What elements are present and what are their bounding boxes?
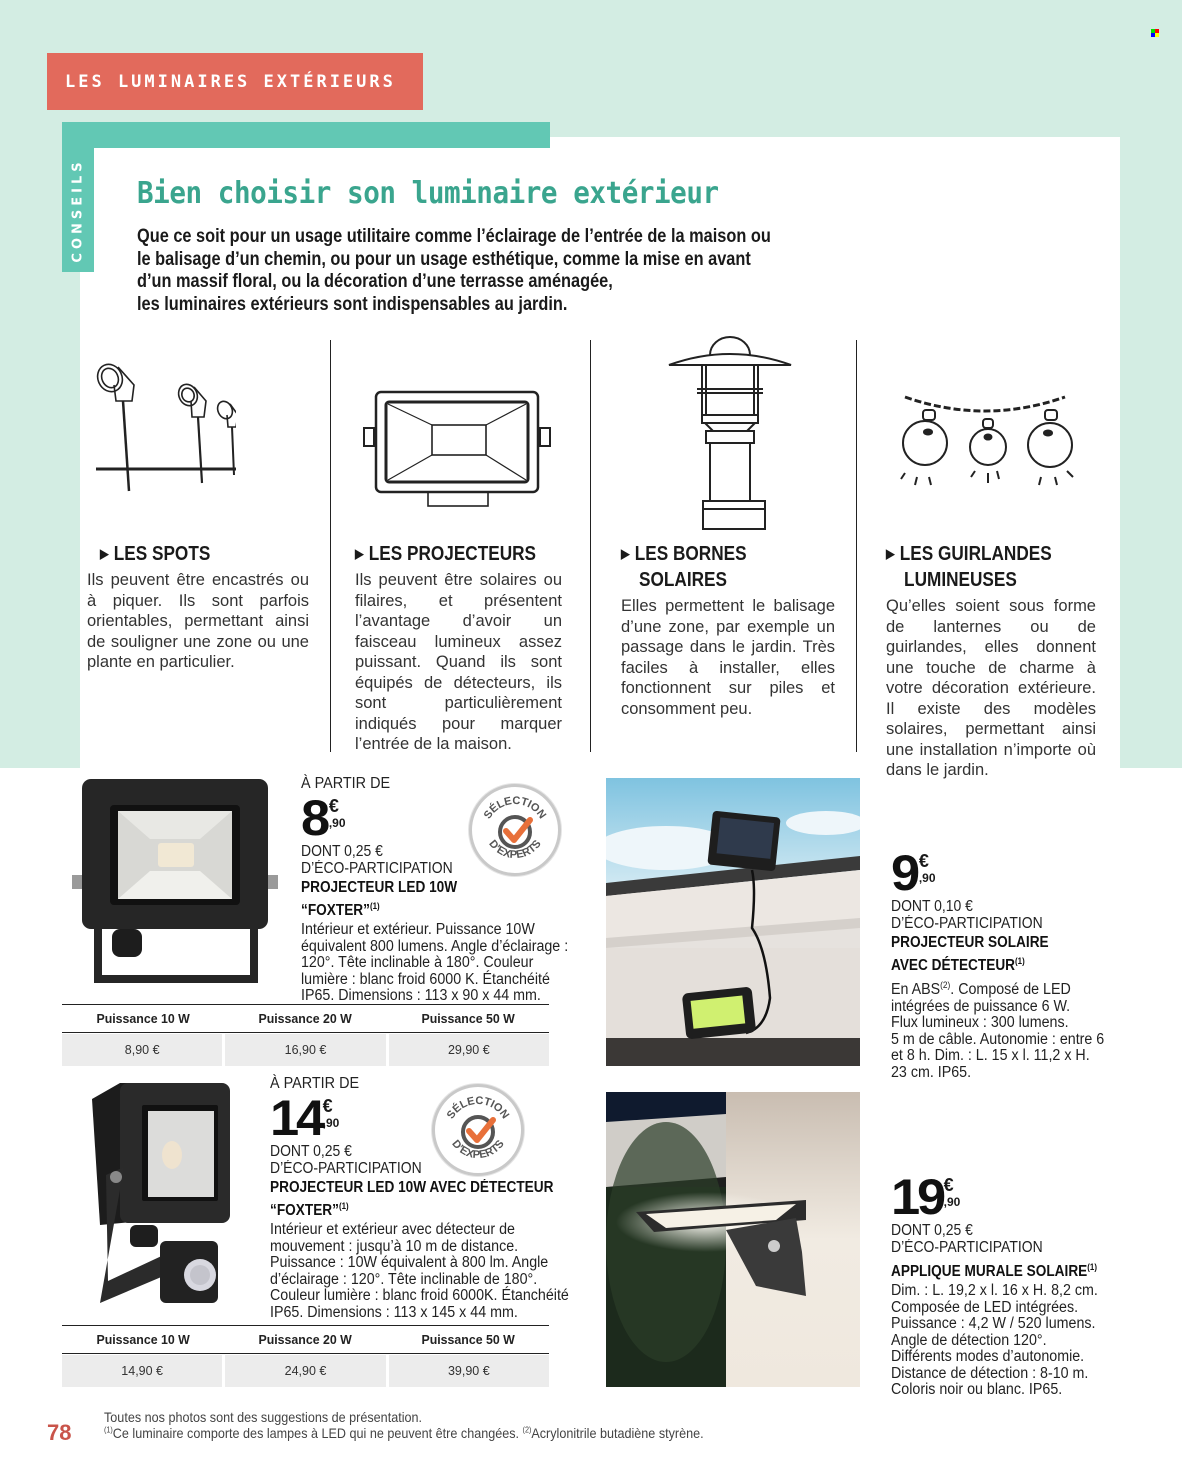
desc-line: IP65. Dimensions : 113 x 90 x 44 mm. — [301, 987, 541, 1005]
price-table-product-2 — [62, 1326, 549, 1387]
bollard-lamp-illustration — [665, 333, 795, 533]
product-photo-solar-wall-light — [606, 1092, 860, 1387]
checkmark-icon — [506, 820, 530, 840]
article-title: Bien choisir son luminaire extérieur — [137, 176, 719, 211]
price-table-row — [62, 1034, 549, 1066]
desc-line: Couleur lumière : blanc froid 6000K. Étanchéité — [270, 1287, 569, 1305]
product-photo-floodlight-foxter — [60, 775, 290, 1000]
price-integer: 19 — [891, 1169, 944, 1225]
expert-selection-badge — [432, 1084, 524, 1176]
desc-line: IP65. Dimensions : 113 x 145 x 44 mm. — [270, 1303, 518, 1321]
price-currency: € — [328, 796, 339, 816]
eco-participation: DONT 0,25 € — [301, 843, 383, 860]
desc-line: Intérieur et extérieur. Puissance 10W — [301, 921, 535, 939]
table-price-cell: 14,90 € — [62, 1355, 222, 1387]
table-price-cell: 16,90 € — [225, 1034, 385, 1066]
price-cents: ,90 — [943, 1195, 961, 1209]
price-integer: 8 — [301, 790, 328, 846]
category-text-spots: Ils peuvent être encastrés ou à piquer. Ils sont parfois orientables, permettant ainsi de souligner une zone ou une plante en particulier. — [87, 571, 309, 671]
table-price-cell: 39,90 € — [389, 1355, 549, 1387]
intro-line: Que ce soit pour un usage utilitaire comme l’éclairage de l’entrée de la maison ou — [137, 226, 771, 247]
column-divider — [330, 340, 331, 752]
table-header-cell: Puissance 20 W — [258, 1011, 353, 1026]
eco-participation-label: D’ÉCO-PARTICIPATION — [301, 860, 453, 877]
column-divider — [856, 340, 857, 752]
table-header-cell: Puissance 10 W — [96, 1011, 190, 1026]
product-name-line: APPLIQUE MURALE SOLAIRE — [891, 1263, 1088, 1281]
product-name — [301, 879, 557, 920]
product-divider — [62, 1004, 549, 1005]
footnote-text: Ce luminaire comporte des lampes à LED qui ne peuvent être changées. — [112, 1425, 523, 1441]
price-table-header — [62, 1005, 549, 1033]
price-currency: € — [322, 1096, 333, 1116]
badge-bottom-text: D’EXPERTS — [449, 1137, 507, 1162]
section-header-label: LES LUMINAIRES EXTÉRIEURS — [65, 71, 396, 92]
desc-line: 5 m de câble. Autonomie : entre 6 — [891, 1030, 1105, 1048]
badge-bottom-text: D’EXPERTS — [486, 837, 544, 862]
product-name-line: AVEC DÉTECTEUR — [891, 957, 1016, 975]
desc-line: Coloris noir ou blanc. IP65. — [891, 1381, 1063, 1399]
product-name-line: PROJECTEUR LED 10W — [301, 879, 458, 896]
article-intro — [137, 226, 771, 316]
advice-panel-top — [550, 137, 1120, 148]
category-title-text: LES BORNES — [634, 543, 747, 565]
price-currency: € — [943, 1175, 954, 1195]
intro-line: d’un massif floral, ou la décoration d’une terrasse aménagée, — [137, 271, 613, 292]
table-price-cell: 8,90 € — [62, 1034, 222, 1066]
eco-participation-label: D’ÉCO-PARTICIPATION — [891, 1239, 1043, 1256]
badge-top-text: SÉLECTION — [444, 1094, 512, 1122]
desc-line: Dim. : L. 19,2 x l. 16 x H. 8,2 cm. — [891, 1282, 1098, 1300]
price-integer: 14 — [270, 1090, 323, 1146]
triangle-bullet-icon: ▶ — [886, 546, 895, 561]
category-title-text: SOLAIRES — [639, 569, 727, 591]
product-name-line: “FOXTER” — [270, 1202, 339, 1220]
teal-accent-bar — [62, 122, 550, 148]
price-cents: ,90 — [328, 816, 346, 830]
footnote-text: Acrylonitrile butadiène styrène. — [531, 1425, 704, 1441]
print-registration-mark — [1151, 29, 1159, 37]
desc-line: Intérieur et extérieur avec détecteur de — [270, 1221, 515, 1239]
footnote-references — [104, 1425, 704, 1441]
product-description — [270, 1222, 569, 1321]
price — [891, 845, 1123, 901]
table-price-cell: 24,90 € — [225, 1355, 385, 1387]
desc-line: intégrées de puissance 6 W. — [891, 997, 1071, 1015]
desc-line: Puissance : 10W équivalent à 800 lm. Angle — [270, 1254, 549, 1272]
eco-participation-label: D’ÉCO-PARTICIPATION — [891, 915, 1043, 932]
product-photo-solar-projector — [606, 778, 860, 1066]
string-lights-illustration — [895, 385, 1075, 495]
product-description — [301, 922, 568, 1005]
footnote-ref: (1) — [338, 1201, 349, 1211]
desc-line: mouvement : jusqu’à 10 m de distance. — [270, 1237, 519, 1255]
category-title-text: LUMINEUSES — [904, 569, 1017, 591]
category-title-text: LES PROJECTEURS — [368, 543, 537, 565]
intro-line: les luminaires extérieurs sont indispensables au jardin. — [137, 293, 568, 315]
from-label: À PARTIR DE — [301, 775, 391, 792]
table-header-cell: Puissance 20 W — [258, 1332, 353, 1347]
side-tab-conseils — [62, 148, 94, 272]
footnote-marker: (2) — [522, 1425, 532, 1435]
table-price-cell: 29,90 € — [389, 1034, 549, 1066]
price-table-product-1 — [62, 1005, 549, 1066]
table-header-cell: Puissance 50 W — [421, 1011, 515, 1026]
column-divider — [590, 340, 591, 752]
price-table-row — [62, 1355, 549, 1387]
desc-line: 120°. Tête inclinable à 180°. Couleur — [301, 954, 534, 972]
section-header — [47, 53, 423, 110]
desc-line: équivalent 800 lumens. Angle d’éclairage : — [301, 937, 569, 955]
desc-line: et 8 h. Dim. : L. 15 x l. 11,2 x H. — [891, 1047, 1090, 1065]
triangle-bullet-icon: ▶ — [355, 546, 364, 561]
product-name-line: PROJECTEUR SOLAIRE — [891, 934, 1049, 951]
desc-line: . Composé de LED — [950, 981, 1071, 999]
table-header-cell: Puissance 10 W — [96, 1332, 190, 1347]
category-text-guirlandes: Qu’elles soient sous forme de lanternes ou de guirlandes, elles donnent une touche de charme à votre décoration extérieure. Il existe des modèles solaires, permettant ainsi une installation n’importe où dans le jardin. — [886, 597, 1096, 779]
floodlight-illustration — [362, 380, 554, 510]
category-title-guirlandes — [886, 542, 1052, 593]
eco-participation-label: D’ÉCO-PARTICIPATION — [270, 1160, 422, 1177]
category-text-projecteurs: Ils peuvent être solaires ou filaires, et présentent l’avantage d’avoir un faisceau lumineux assez puissant. Quand ils sont équipés de détecteurs, ils sont particulièrement indiqués pour marquer l’entrée de la maison. — [355, 571, 562, 753]
desc-line: Angle de détection 120°. — [891, 1331, 1047, 1349]
product-name — [891, 934, 1095, 975]
price-cents: ,90 — [918, 871, 936, 885]
desc-line: Puissance : 4,2 W / 520 lumens. — [891, 1315, 1096, 1333]
page-number: 78 — [47, 1420, 72, 1445]
footnote-ref: (1) — [369, 901, 380, 911]
desc-line: Composée de LED intégrées. — [891, 1298, 1079, 1316]
footnote-marker: (1) — [104, 1425, 113, 1435]
category-title-projecteurs — [355, 542, 536, 568]
price — [891, 1169, 1125, 1225]
category-title-bornes — [621, 542, 747, 593]
eco-participation: DONT 0,25 € — [270, 1143, 352, 1160]
from-label: À PARTIR DE — [270, 1075, 360, 1092]
product-name-line: PROJECTEUR LED 10W AVEC DÉTECTEUR — [270, 1179, 554, 1196]
footnote-photos: Toutes nos photos sont des suggestions de présentation. — [104, 1409, 423, 1425]
price-cents: ,90 — [322, 1116, 340, 1130]
desc-line: 23 cm. IP65. — [891, 1063, 972, 1081]
desc-line: d’éclairage : 120°. Tête inclinable de 180°. — [270, 1270, 538, 1288]
product-name-line: “FOXTER” — [301, 902, 370, 920]
triangle-bullet-icon: ▶ — [621, 546, 630, 561]
product-photo-floodlight-detector — [60, 1075, 260, 1325]
price-table-header — [62, 1326, 549, 1354]
checkmark-icon — [469, 1120, 493, 1140]
desc-line: lumière : blanc froid 6000 K. Étanchéité — [301, 970, 550, 988]
table-header-cell: Puissance 50 W — [421, 1332, 515, 1347]
side-tab-label: CONSEILS — [70, 157, 86, 263]
product-description — [891, 977, 1104, 1081]
badge-top-text: SÉLECTION — [481, 794, 549, 822]
product-4-info — [891, 1169, 1125, 1399]
product-3-info — [891, 845, 1123, 1081]
product-2-info — [270, 1075, 595, 1321]
product-name — [270, 1179, 556, 1220]
category-title-text: LES SPOTS — [113, 543, 211, 565]
footnote-ref: (1) — [1015, 956, 1025, 966]
desc-line: En ABS — [891, 981, 941, 999]
eco-participation: DONT 0,25 € — [891, 1222, 973, 1239]
product-name — [891, 1258, 1097, 1281]
desc-line: Différents modes d’autonomie. — [891, 1348, 1085, 1366]
category-title-text: LES GUIRLANDES — [899, 543, 1052, 565]
footnote-ref: (2) — [940, 980, 951, 991]
category-text-bornes: Elles permettent le balisage d’une zone, par exemple un passage dans le jardin. Très faciles à installer, elles fonctionnent sur piles et consomment peu. — [621, 597, 835, 718]
price-integer: 9 — [891, 845, 918, 901]
desc-line: Distance de détection : 8-10 m. — [891, 1364, 1089, 1382]
intro-line: le balisage d’un chemin, ou pour un usage esthétique, comme la mise en avant — [137, 248, 751, 270]
product-description — [891, 1283, 1106, 1399]
price-currency: € — [918, 851, 929, 871]
eco-participation: DONT 0,10 € — [891, 898, 973, 915]
footnote-ref: (1) — [1087, 1262, 1097, 1272]
desc-line: Flux lumineux : 300 lumens. — [891, 1014, 1069, 1032]
category-title-spots — [100, 542, 210, 568]
expert-selection-badge — [469, 784, 561, 876]
triangle-bullet-icon: ▶ — [100, 546, 109, 561]
garden-spots-illustration — [96, 355, 236, 495]
